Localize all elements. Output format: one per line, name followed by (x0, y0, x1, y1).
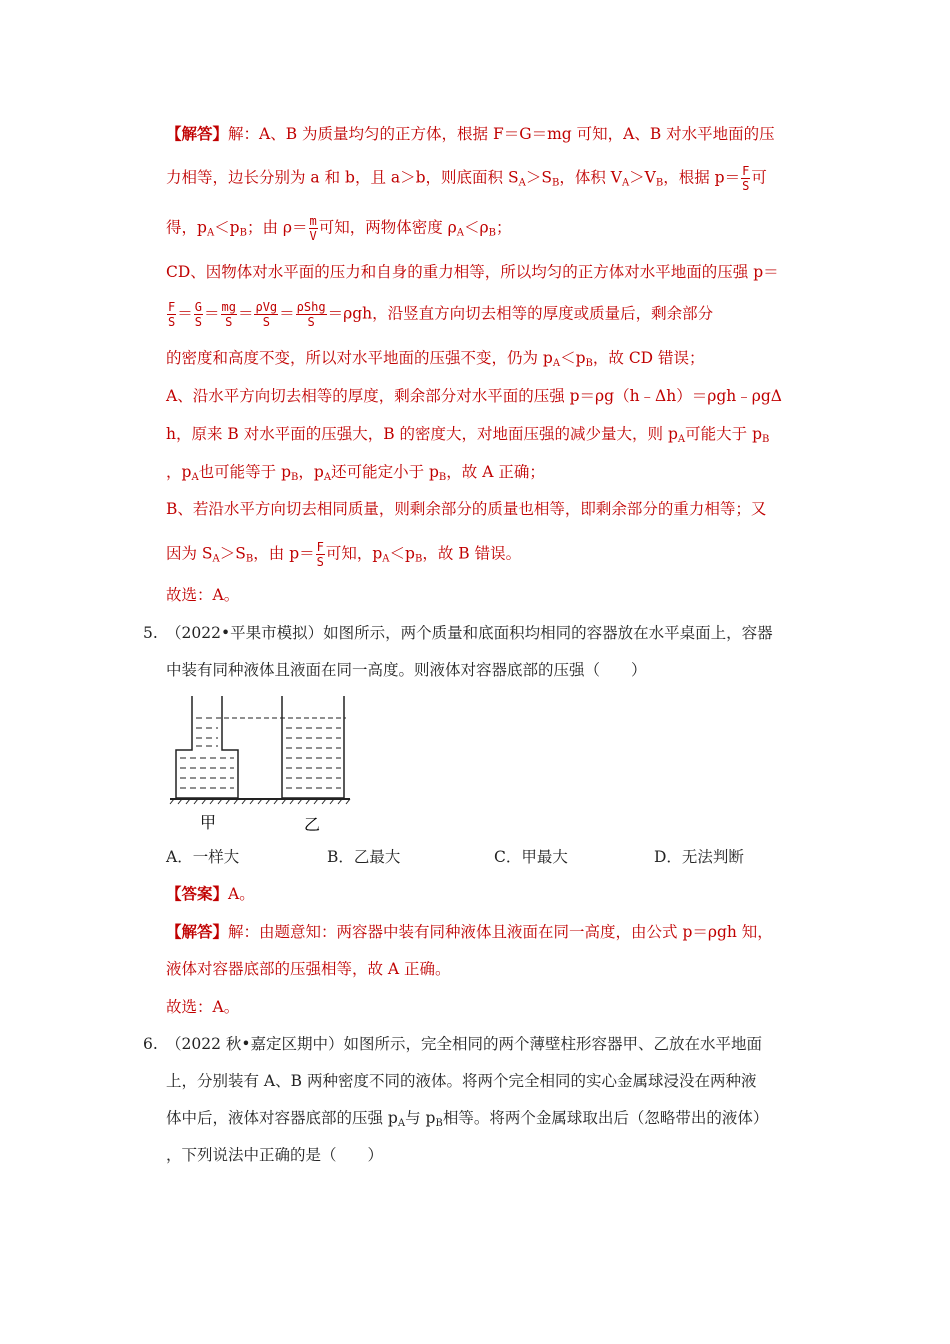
figure-label-jia: 甲 (200, 813, 217, 832)
solution-line-9: ，$p_A$也可能等于 $p_B$，$p_A$还可能定小于 $p_B$，故 A 正确； (166, 463, 545, 483)
solution-line-2: 力相等，边长分别为 a 和 b，且 a＞b，则底面积 $S_A>S_B$，体积 $V_A>V_B$，根据 p＝ $\frac{F}{S}$ 可 (166, 164, 767, 193)
question-5-choose: 故选：A。 (166, 998, 240, 1016)
question-5-solution-line-2: 液体对容器底部的压强相等，故 A 正确。 (166, 960, 451, 978)
answer-tag: 【答案】 (166, 884, 229, 903)
liquid-jia (180, 718, 234, 788)
question-6-number: 6. (143, 1035, 158, 1053)
option-d[interactable]: D．无法判断 (654, 848, 744, 866)
question-6-line-1: （2022 秋•嘉定区期中）如图所示，完全相同的两个薄壁柱形容器甲、乙放在水平地面 (166, 1035, 763, 1053)
question-5-number: 5. (143, 624, 158, 642)
solution-line-5: $\frac{F}{S}$ ＝ $\frac{G}{S}$ ＝ $\frac{mg}{S}$ ＝ $\frac{\text{ρVg}}{S}$ ＝ $\frac{\text{ρShg}}{S}$ ＝ρgh，沿竖直方向切去相等的厚度或质量后，剩余部分 (168, 300, 714, 329)
liquid-yi (286, 728, 341, 788)
question-6-line-4: ，下列说法中正确的是（ ） (166, 1146, 384, 1164)
fraction-G-over-S: $\frac{G}{S}$ (194, 300, 202, 329)
solution-line-7: A、沿水平方向切去相等的厚度，剩余部分对水平面的压强 p＝ρg（h﹣Δh）＝ρgh﹣ρgΔ (166, 387, 782, 405)
fraction-rhoVg-over-S: $\frac{\text{ρVg}}{S}$ (255, 300, 278, 329)
fraction-F-over-S: $\frac{F}{S}$ (168, 300, 176, 329)
fraction-m-over-V: $\frac{m}{V}$ (309, 214, 317, 243)
container-yi (282, 696, 344, 798)
solution-line-3: 得，$p_A<p_B$；由 ρ＝ $\frac{m}{V}$ 可知，两物体密度 $\rho_A<\rho_B$； (166, 214, 512, 243)
ground (170, 799, 350, 804)
option-a[interactable]: A．一样大 (166, 848, 240, 866)
question-5-line-2: 中装有同种液体且液面在同一高度。则液体对容器底部的压强（ ） (166, 661, 647, 679)
solution-line-8: h，原来 B 对水平面的压强大，B 的密度大，对地面压强的减少量大，则 $p_A$可能大于 $p_B$ (166, 425, 770, 445)
fraction-F-over-S: $\frac{F}{S}$ (742, 164, 750, 193)
solution-tag: 【解答】 (166, 124, 229, 143)
question-5-figure (166, 688, 356, 834)
solution-line-6: 的密度和高度不变，所以对水平地面的压强不变，仍为 $p_A<p_B$，故 CD 错误； (166, 349, 705, 369)
solution-tag: 【解答】 (166, 922, 229, 941)
option-b[interactable]: B．乙最大 (327, 848, 401, 866)
option-c[interactable]: C．甲最大 (494, 848, 568, 866)
question-5-solution-line-1: 【解答】解：由题意知：两容器中装有同种液体且液面在同一高度，由公式 p＝ρgh 知， (166, 922, 773, 941)
fraction-rhoShg-over-S: $\frac{\text{ρShg}}{S}$ (296, 300, 326, 329)
question-5-answer: 【答案】A。 (166, 884, 255, 903)
question-6-line-2: 上，分别装有 A、B 两种密度不同的液体。将两个完全相同的实心金属球浸没在两种液 (166, 1072, 757, 1090)
solution-line-10: B、若沿水平方向切去相同质量，则剩余部分的质量也相等，即剩余部分的重力相等；又 (166, 500, 767, 518)
question-6-line-3: 体中后，液体对容器底部的压强 $p_A$与 $p_B$相等。将两个金属球取出后（忽略带出的液体） (166, 1109, 769, 1129)
fraction-F-over-S: $\frac{F}{S}$ (316, 540, 324, 569)
solution-line-4: CD、因物体对水平面的压力和自身的重力相等，所以均匀的正方体对水平地面的压强 p＝ (166, 263, 779, 281)
fraction-mg-over-S: $\frac{mg}{S}$ (221, 300, 236, 329)
solution-line-1: 【解答】解：A、B 为质量均匀的正方体，根据 F＝G＝mg 可知，A、B 对水平地面的压 (166, 124, 775, 143)
solution-line-11: 因为 $S_A>S_B$，由 p＝ $\frac{F}{S}$ 可知，$p_A<p_B$，故 B 错误。 (166, 540, 522, 569)
solution-choose: 故选：A。 (166, 586, 240, 604)
question-5-line-1: （2022•平果市模拟）如图所示，两个质量和底面积均相同的容器放在水平桌面上，容器 (166, 624, 773, 642)
container-jia (176, 696, 238, 798)
figure-label-yi: 乙 (304, 815, 321, 834)
